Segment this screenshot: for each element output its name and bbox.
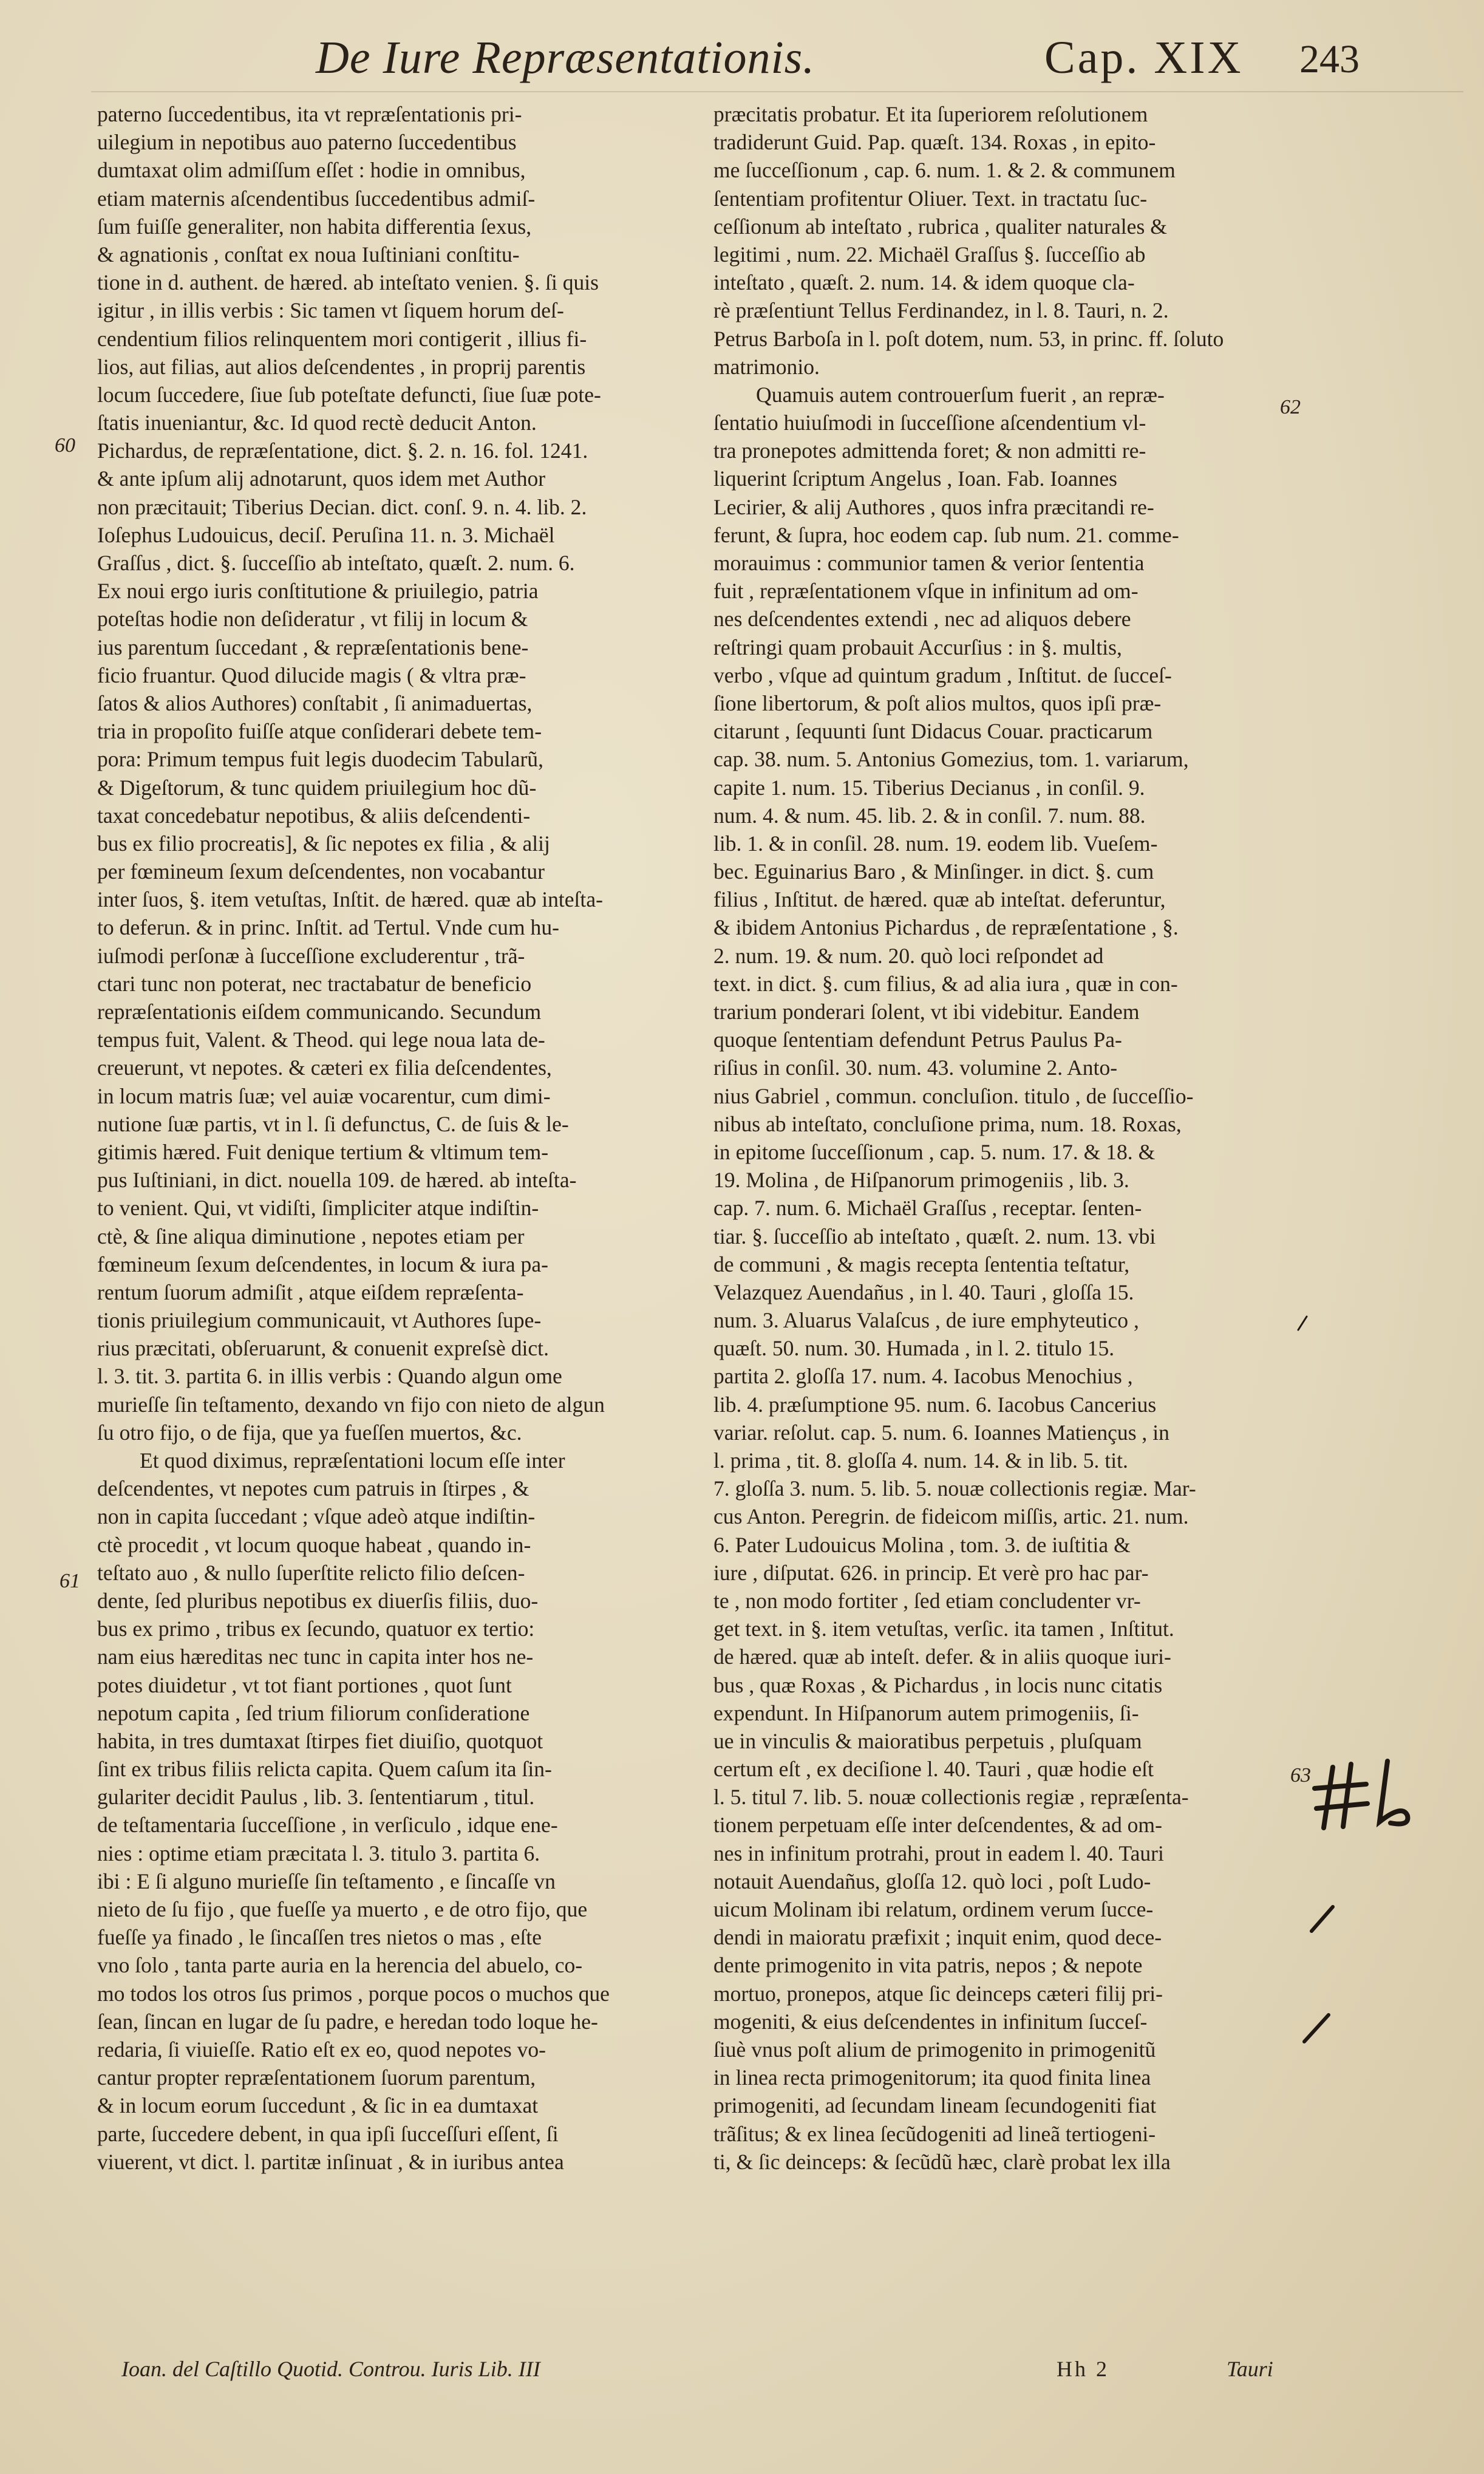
right-column-line: de communi , & magis recepta ſententia teſtatur,: [713, 1252, 1130, 1276]
right-column-line: fuit , repræſentationem vſque in infinitum ad om-: [713, 579, 1139, 604]
left-column-line: non præcitauit; Tiberius Decian. dict. conſ. 9. n. 4. lib. 2.: [97, 494, 587, 519]
left-column-line: ctè procedit , vt locum quoque habeat , quando in-: [97, 1532, 531, 1557]
margin-number-63: 63: [1290, 1764, 1311, 1787]
right-column-line: nes deſcendentes extendi , nec ad aliquos debere: [713, 607, 1131, 632]
right-column-line: Velazquez Auendañus , in l. 40. Tauri , gloſſa 15.: [713, 1280, 1134, 1304]
left-column-line: igitur , in illis verbis : Sic tamen vt ſiquem horum deſ-: [97, 298, 564, 323]
right-column-line: inteſtato , quæſt. 2. num. 14. & idem quoque cla-: [713, 270, 1135, 295]
left-column-line: Graſſus , dict. §. ſucceſſio ab inteſtato, quæſt. 2. num. 6.: [97, 551, 575, 575]
right-column-line: ſentatio huiuſmodi in ſucceſſione aſcendentium vl-: [713, 411, 1146, 435]
right-column-line: num. 3. Aluarus Valaſcus , de iure emphyteutico ,: [713, 1308, 1139, 1333]
left-column-line: de teſtamentaria ſucceſſione , in verſiculo , idque ene-: [97, 1813, 558, 1838]
right-column-line: tiar. §. ſucceſſio ab inteſtato , quæſt. 2. num. 13. vbi: [713, 1224, 1156, 1249]
right-column-line: mortuo, pronepos, atque ſic deinceps cæteri filij pri-: [713, 1981, 1163, 2006]
left-column-line: potes diuidetur , vt tot fiant portiones , quot ſunt: [97, 1672, 512, 1697]
handwritten-hash-b-mark: [1312, 1755, 1427, 1834]
right-column-line: dente primogenito in vita patris, nepos ; & nepote: [713, 1953, 1143, 1978]
right-column-line: uicum Molinam ibi relatum, ordinem verum ſucce-: [713, 1897, 1154, 1921]
margin-number-60: 60: [55, 434, 75, 457]
right-column-line: tionem perpetuam eſſe inter deſcendentes, & ad om-: [713, 1813, 1162, 1838]
left-column-line: habita, in tres dumtaxat ſtirpes fiet diuiſio, quotquot: [97, 1728, 543, 1753]
left-column-line: redaria, ſi viuieſſe. Ratio eſt ex eo, quod nepotes vo-: [97, 2037, 546, 2062]
left-column-line: etiam maternis aſcendentibus ſuccedentibus admiſ-: [97, 186, 536, 211]
right-column-line: variar. reſolut. cap. 5. num. 6. Ioannes Matiençus , in: [713, 1420, 1169, 1445]
left-column-line: nepotum capita , ſed trium filiorum conſideratione: [97, 1700, 530, 1725]
right-column-line: de hæred. quæ ab inteſt. defer. & in aliis quoque iuri-: [713, 1644, 1171, 1669]
right-column-line: trarium ponderari ſolent, vt ibi videbitur. Eandem: [713, 1000, 1140, 1024]
right-column-line: ti, & ſic deinceps: & ſecũdũ hæc, clarè probat lex illa: [713, 2149, 1171, 2174]
left-column-line: & agnationis , conſtat ex noua Iuſtiniani conſtitu-: [97, 242, 520, 267]
pen-stroke-mark-2: [1299, 2004, 1336, 2046]
left-column-line: iuſmodi perſonæ à ſucceſſione excluderentur , trã-: [97, 943, 525, 968]
left-column-line: creuerunt, vt nepotes. & cæteri ex filia deſcendentes,: [97, 1055, 552, 1080]
right-column-line: verbo , vſque ad quintum gradum , Inſtitut. de ſucceſ-: [713, 663, 1172, 687]
left-column-line: murieſſe ſin teſtamento, dexando vn fijo con nieto de algun: [97, 1392, 605, 1417]
right-column-line: ſiuè vnus poſt alium de primogenito in primogenitũ: [713, 2037, 1156, 2062]
left-column-line: ſatos & alios Authores) conſtabit , ſi animaduertas,: [97, 690, 533, 715]
right-column-line: certum eſt , ex deciſione l. 40. Tauri , quæ hodie eſt: [713, 1757, 1154, 1782]
left-column-line: ſu otro fijo, o de fija, que ya fueſſen muertos, &c.: [97, 1420, 522, 1445]
left-column-line: ſint ex tribus filiis relicta capita. Quem caſum ita ſin-: [97, 1757, 552, 1782]
left-column-line: per fœmineum ſexum deſcendentes, non vocabantur: [97, 859, 545, 884]
left-column-line: bus ex filio procreatis], & ſic nepotes ex filia , & alij: [97, 831, 550, 856]
right-column-line: get text. in §. item vetuſtas, verſic. ita tamen , Inſtitut.: [713, 1617, 1174, 1641]
left-column-line: gitimis hæred. Fuit denique tertium & vltimum tem-: [97, 1139, 549, 1164]
right-column-line: tra pronepotes admittenda foret; & non admitti re-: [713, 438, 1146, 463]
left-column-line: & in locum eorum ſuccedunt , & ſic in ea dumtaxat: [97, 2093, 539, 2118]
left-text-column: [97, 100, 677, 2176]
right-column-line: tradiderunt Guid. Pap. quæſt. 134. Roxas , in epito-: [713, 130, 1156, 155]
right-column-line: & ibidem Antonius Pichardus , de repræſentatione , §.: [713, 915, 1179, 940]
right-column-line: 19. Molina , de Hiſpanorum primogeniis , lib. 3.: [713, 1168, 1129, 1193]
left-column-line: teſtato auo , & nullo ſuperſtite relicto filio deſcen-: [97, 1560, 525, 1585]
right-column-line: iure , diſputat. 626. in princip. Et verè pro hac par-: [713, 1560, 1149, 1585]
left-column-line: ctari tunc non poterat, nec tractabatur de beneficio: [97, 971, 532, 996]
left-column-line: tempus fuit, Valent. & Theod. qui lege noua lata de-: [97, 1027, 545, 1052]
left-column-line: tria in propoſito fuiſſe atque conſiderari debete tem-: [97, 719, 542, 744]
right-column-line: bec. Eguinarius Baro , & Minſinger. in dict. §. cum: [713, 859, 1154, 884]
left-column-line: gulariter decidit Paulus , lib. 3. ſententiarum , titul.: [97, 1785, 535, 1810]
right-column-line: ſententiam profitentur Oliuer. Text. in tractatu ſuc-: [713, 186, 1148, 211]
right-column-line: dendi in maioratu præfixit ; inquit enim, quod dece-: [713, 1925, 1162, 1950]
left-column-line: ſtatis inueniantur, &c. Id quod rectè deducit Anton.: [97, 411, 537, 435]
right-column-line: filius , Inſtitut. de hæred. quæ ab inteſtat. deferuntur,: [713, 887, 1166, 912]
right-column-line: text. in dict. §. cum filius, & ad alia iura , quæ in con-: [713, 971, 1178, 996]
right-column-line: nibus ab inteſtato, concluſione prima, num. 18. Roxas,: [713, 1111, 1182, 1136]
left-column-line: cantur propter repræſentationem ſuorum parentum,: [97, 2065, 536, 2090]
right-column-line: trãſitus; & ex linea ſecũdogeniti ad lineã tertiogeni-: [713, 2121, 1156, 2146]
signature-mark: Hh 2: [1057, 2357, 1109, 2381]
right-column-line: Petrus Barboſa in l. poſt dotem, num. 53, in princ. ff. ſoluto: [713, 326, 1224, 351]
right-column-line: liquerint ſcriptum Angelus , Ioan. Fab. Ioannes: [713, 466, 1117, 491]
left-column-line: & Digeſtorum, & tunc quidem priuilegium hoc dũ-: [97, 775, 537, 800]
left-column-line: ficio fruantur. Quod dilucide magis ( & vltra præ-: [97, 663, 526, 687]
margin-number-61: 61: [60, 1570, 80, 1592]
right-column-line: reſtringi quam probauit Accurſius : in §. multis,: [713, 635, 1122, 659]
left-column-line: Ioſephus Ludouicus, deciſ. Peruſina 11. n. 3. Michaël: [97, 522, 555, 547]
right-column-line: ceſſionum ab inteſtato , rubrica , qualiter naturales &: [713, 214, 1167, 239]
pen-stroke-mark-1: [1305, 1895, 1342, 1937]
right-column-line: expendunt. In Hiſpanorum autem primogeniis, ſi-: [713, 1700, 1139, 1725]
right-column-line: l. prima , tit. 8. gloſſa 4. num. 14. & in lib. 5. tit.: [713, 1448, 1128, 1473]
right-column-line: riſius in conſil. 30. num. 43. volumine 2. Anto-: [713, 1055, 1118, 1080]
right-column-line: lib. 4. præſumptione 95. num. 6. Iacobus Cancerius: [713, 1392, 1157, 1417]
pen-tick-mark: [1293, 1312, 1312, 1336]
left-column-line: uilegium in nepotibus auo paterno ſuccedentibus: [97, 130, 517, 155]
left-column-line: Et quod diximus, repræſentationi locum eſſe inter: [140, 1448, 565, 1473]
right-column-line: ſione libertorum, & poſt alios multos, quos ipſi præ-: [713, 690, 1162, 715]
left-column-line: l. 3. tit. 3. partita 6. in illis verbis : Quando algun ome: [97, 1364, 562, 1389]
left-column-line: non in capita ſuccedant ; vſque adeò atque indiſtin-: [97, 1504, 536, 1529]
right-column-line: Lecirier, & alij Authores , quos infra præcitandi re-: [713, 494, 1154, 519]
left-column-line: fueſſe ya finado , le ſincaſſen tres nietos o mas , eſte: [97, 1925, 542, 1950]
right-column-line: Quamuis autem controuerſum fuerit , an repræ-: [756, 382, 1165, 407]
right-column-line: ue in vinculis & maioratibus perpetuis , pluſquam: [713, 1728, 1142, 1753]
margin-number-62: 62: [1280, 396, 1301, 418]
right-column-line: nius Gabriel , commun. concluſion. titulo , de ſucceſſio-: [713, 1083, 1194, 1108]
right-column-line: morauimus : communior tamen & verior ſententia: [713, 551, 1145, 575]
right-column-line: 6. Pater Ludouicus Molina , tom. 3. de iuſtitia &: [713, 1532, 1131, 1557]
left-column-line: locum ſuccedere, ſiue ſub poteſtate defuncti, ſiue ſuæ pote-: [97, 382, 601, 407]
running-header: [304, 32, 1397, 98]
right-column-line: l. 5. titul 7. lib. 5. nouæ collectionis regiæ , repræſenta-: [713, 1785, 1189, 1810]
left-column-line: rentum ſuorum admiſit , atque eiſdem repræſenta-: [97, 1280, 524, 1304]
right-column-line: citarunt , ſequunti ſunt Didacus Couar. practicarum: [713, 719, 1153, 744]
left-column-line: ius parentum ſuccedant , & repræſentationis bene-: [97, 635, 529, 659]
left-column-line: to venient. Qui, vt vidiſti, ſimpliciter atque indiſtin-: [97, 1196, 539, 1221]
left-column-line: nam eius hæreditas nec tunc in capita inter hos ne-: [97, 1644, 534, 1669]
left-column-line: nieto de ſu fijo , que fueſſe ya muerto , e de otro fijo, que: [97, 1897, 588, 1921]
right-column-line: cus Anton. Peregrin. de fideicom miſſis, artic. 21. num.: [713, 1504, 1189, 1529]
left-column-line: ctè, & ſine aliqua diminutione , nepotes etiam per: [97, 1224, 525, 1249]
left-column-line: poteſtas hodie non deſideratur , vt filij in locum &: [97, 607, 528, 632]
right-column-line: notauit Auendañus, gloſſa 12. quò loci , poſt Ludo-: [713, 1869, 1151, 1893]
right-column-line: cap. 38. num. 5. Antonius Gomezius, tom. 1. variarum,: [713, 747, 1189, 772]
chapter-label: Cap. XIX: [1044, 32, 1244, 83]
left-column-line: dente, ſed pluribus nepotibus ex diuerſis filiis, duo-: [97, 1588, 539, 1613]
right-column-line: in epitome ſucceſſionum , cap. 5. num. 17. & 18. &: [713, 1139, 1156, 1164]
right-column-line: 7. gloſſa 3. num. 5. lib. 5. nouæ collectionis regiæ. Mar-: [713, 1476, 1196, 1501]
right-column-line: legitimi , num. 22. Michaël Graſſus §. ſucceſſio ab: [713, 242, 1146, 267]
left-column-line: rius præcitati, obſeruarunt, & conuenit expreſsè dict.: [97, 1336, 549, 1361]
right-column-line: me ſucceſſionum , cap. 6. num. 1. & 2. & communem: [713, 158, 1176, 183]
left-column-line: paterno ſuccedentibus, ita vt repræſentationis pri-: [97, 102, 522, 126]
left-column-line: Ex noui ergo iuris conſtitutione & priuilegio, patria: [97, 579, 539, 604]
right-column-line: quoque ſententiam defendunt Petrus Paulus Pa-: [713, 1027, 1122, 1052]
left-column-line: bus ex primo , tribus ex ſecundo, quatuor ex tertio:: [97, 1617, 535, 1641]
right-column-line: cap. 7. num. 6. Michaël Graſſus , receptar. ſenten-: [713, 1196, 1142, 1221]
left-column-line: in locum matris ſuæ; vel auiæ vocarentur, cum dimi-: [97, 1083, 551, 1108]
left-column-line: viuerent, vt dict. l. partitæ inſinuat , & in iuribus antea: [97, 2149, 564, 2174]
right-column-line: num. 4. & num. 45. lib. 2. & in conſil. 7. num. 88.: [713, 803, 1146, 828]
left-column-line: Pichardus, de repræſentatione, dict. §. 2. n. 16. fol. 1241.: [97, 438, 588, 463]
right-column-line: primogeniti, ad ſecundam lineam ſecundogeniti fiat: [713, 2093, 1157, 2118]
left-column-line: parte, ſuccedere debent, in qua ipſi ſucceſſuri eſſent, ſi: [97, 2121, 559, 2146]
left-column-line: & ante ipſum alij adnotarunt, quos idem met Author: [97, 466, 546, 491]
page-number: 243: [1299, 37, 1360, 81]
right-text-column: [713, 100, 1293, 2176]
left-column-line: vno ſolo , tanta parte auria en la herencia del abuelo, co-: [97, 1953, 583, 1978]
right-column-line: partita 2. gloſſa 17. num. 4. Iacobus Menochius ,: [713, 1364, 1133, 1389]
left-column-line: taxat concedebatur nepotibus, & aliis deſcendenti-: [97, 803, 531, 828]
right-column-line: quæſt. 50. num. 30. Humada , in l. 2. titulo 15.: [713, 1336, 1115, 1361]
right-column-line: capite 1. num. 15. Tiberius Decianus , in conſil. 9.: [713, 775, 1145, 800]
right-column-line: præcitatis probatur. Et ita ſuperiorem reſolutionem: [713, 102, 1148, 126]
left-column-line: pora: Primum tempus fuit legis duodecim Tabularũ,: [97, 747, 543, 772]
left-column-line: fœmineum ſexum deſcendentes, in locum & iura pa-: [97, 1252, 548, 1276]
right-column-line: mogeniti, & eius deſcendentes in infinitum ſucceſ-: [713, 2009, 1148, 2034]
right-column-line: matrimonio.: [713, 354, 820, 379]
left-column-line: mo todos los otros ſus primos , porque pocos o muchos que: [97, 1981, 610, 2006]
left-column-line: ibi : E ſi alguno murieſſe ſin teſtamento , e ſincaſſe vn: [97, 1869, 556, 1893]
left-footer-title: Ioan. del Caſtillo Quotid. Controu. Iuris Lib. III: [121, 2357, 540, 2381]
left-column-line: cendentium filios relinquentem mori contigerit , illius fi-: [97, 326, 587, 351]
left-column-line: repræſentationis eiſdem communicando. Secundum: [97, 1000, 542, 1024]
left-column-line: nies : optime etiam præcitata l. 3. titulo 3. partita 6.: [97, 1841, 540, 1866]
right-column-line: ferunt, & ſupra, hoc eodem cap. ſub num. 21. comme-: [713, 522, 1179, 547]
left-column-line: deſcendentes, vt nepotes cum patruis in ſtirpes , &: [97, 1476, 529, 1501]
header-rule: [91, 91, 1463, 92]
left-column-line: lios, aut filias, aut alios deſcendentes , in proprij parentis: [97, 354, 586, 379]
catchword: Tauri: [1227, 2357, 1273, 2381]
left-column-line: tionis priuilegium communicauit, vt Authores ſupe-: [97, 1308, 542, 1333]
left-column-line: ſum fuiſſe generaliter, non habita differentia ſexus,: [97, 214, 532, 239]
right-column-line: bus , quæ Roxas , & Pichardus , in locis nunc citatis: [713, 1672, 1163, 1697]
running-title: De Iure Repræsentationis.: [316, 32, 815, 83]
left-column-line: inter ſuos, §. item vetuſtas, Inſtit. de hæred. quæ ab inteſta-: [97, 887, 603, 912]
right-column-line: 2. num. 19. & num. 20. quò loci reſpondet ad: [713, 943, 1104, 968]
left-column-line: nutione ſuæ partis, vt in l. ſi defunctus, C. de ſuis & le-: [97, 1111, 569, 1136]
right-column-line: lib. 1. & in conſil. 28. num. 19. eodem lib. Vueſem-: [713, 831, 1158, 856]
right-column-line: rè præſentiunt Tellus Ferdinandez, in l. 8. Tauri, n. 2.: [713, 298, 1169, 323]
left-column-line: pus Iuſtiniani, in dict. nouella 109. de hæred. ab inteſta-: [97, 1168, 577, 1193]
right-column-line: te , non modo fortiter , ſed etiam concludenter vr-: [713, 1588, 1141, 1613]
left-column-line: tione in d. authent. de hæred. ab inteſtato venien. §. ſi quis: [97, 270, 599, 295]
right-column-line: in linea recta primogenitorum; ita quod finita linea: [713, 2065, 1151, 2090]
left-column-line: dumtaxat olim admiſſum eſſet : hodie in omnibus,: [97, 158, 526, 183]
right-column-line: nes in infinitum protrahi, prout in eadem l. 40. Tauri: [713, 1841, 1164, 1866]
left-column-line: to deferun. & in princ. Inſtit. ad Tertul. Vnde cum hu-: [97, 915, 559, 940]
left-column-line: ſean, ſincan en lugar de ſu padre, e heredan todo loque he-: [97, 2009, 598, 2034]
